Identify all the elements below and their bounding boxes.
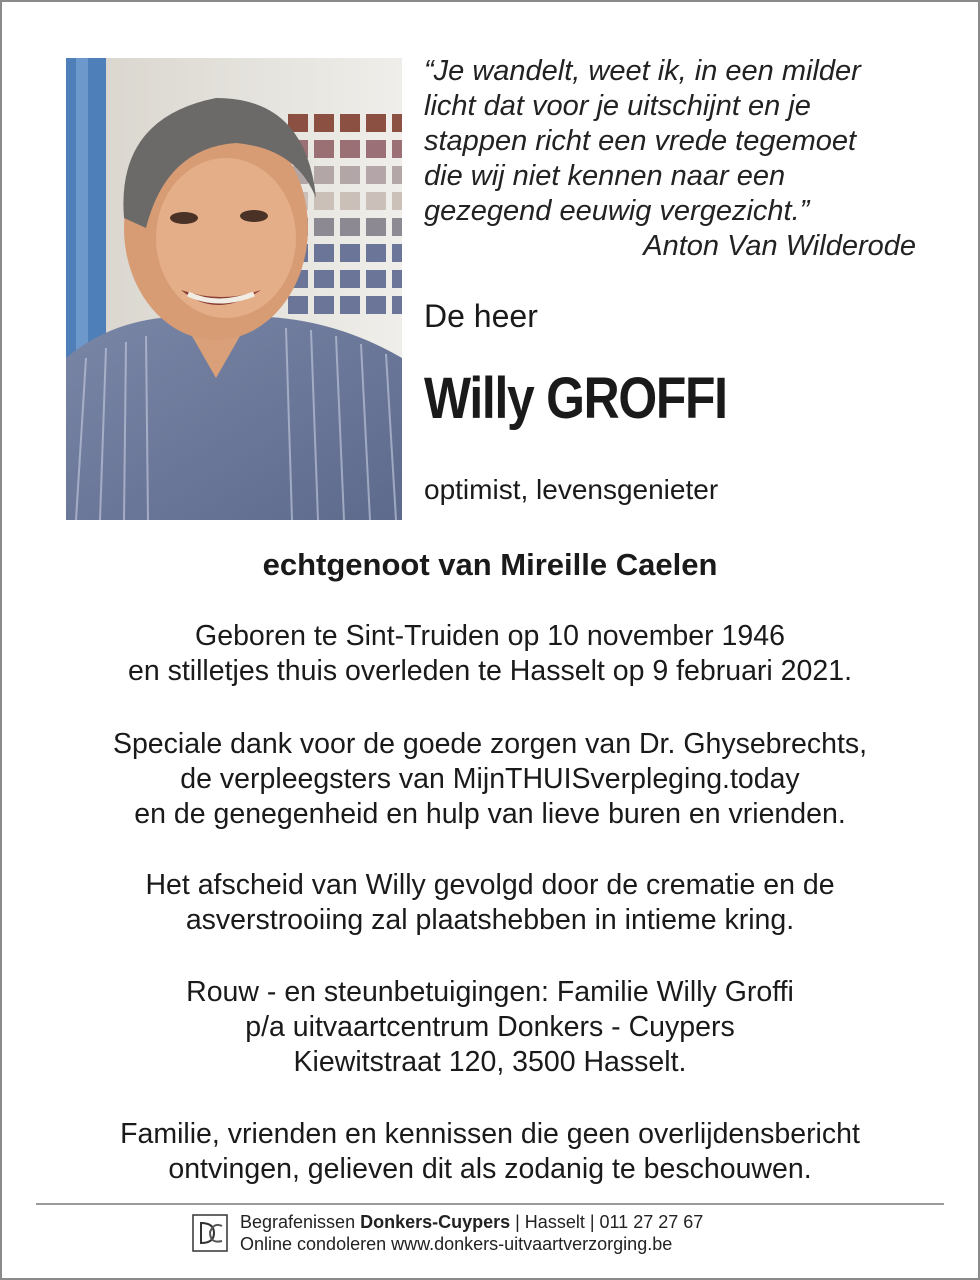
paragraph-line: Familie, vrienden en kennissen die geen overlijdensbericht bbox=[120, 1118, 860, 1150]
paragraph-line: en stilletjes thuis overleden te Hasselt op 9 februari 2021. bbox=[127, 655, 852, 687]
footer-line-2: Online condoleren www.donkers-uitvaartverzorging.be bbox=[240, 1234, 673, 1254]
footer-divider bbox=[36, 1203, 944, 1205]
footer-prefix: Begrafenissen bbox=[240, 1212, 361, 1232]
paragraph-line: ontvingen, gelieven dit als zodanig te beschouwen. bbox=[168, 1153, 812, 1185]
footer-text bbox=[240, 1211, 703, 1255]
paragraph-line: de verpleegsters van MijnTHUISverpleging.today bbox=[180, 763, 800, 795]
footer-contact: | Hasselt | 011 27 27 67 bbox=[510, 1212, 704, 1232]
birth-death-paragraph bbox=[0, 619, 980, 689]
quote-author: Anton Van Wilderode bbox=[643, 230, 916, 262]
portrait-photo bbox=[66, 58, 402, 520]
paragraph-line: Rouw - en steunbetuigingen: Familie Willy Groffi bbox=[186, 976, 794, 1008]
paragraph-line: Speciale dank voor de goede zorgen van Dr. Ghysebrechts, bbox=[112, 728, 868, 760]
memorial-quote bbox=[424, 54, 924, 229]
quote-line: licht dat voor je uitschijnt en je bbox=[424, 90, 811, 122]
quote-line: stappen richt een vrede tegemoet bbox=[424, 125, 857, 157]
footer-line-1 bbox=[240, 1211, 703, 1233]
tagline: optimist, levensgenieter bbox=[424, 474, 719, 505]
footer bbox=[192, 1210, 703, 1256]
paragraph-line: asverstrooiing zal plaatshebben in intieme kring. bbox=[185, 904, 795, 936]
thanks-paragraph bbox=[0, 727, 980, 832]
footer-company: Donkers-Cuypers bbox=[360, 1212, 511, 1232]
quote-line: gezegend eeuwig vergezicht.” bbox=[424, 195, 810, 227]
paragraph-line: Het afscheid van Willy gevolgd door de crematie en de bbox=[145, 869, 835, 901]
quote-line: die wij niet kennen naar een bbox=[424, 160, 786, 192]
spouse-line: echtgenoot van Mireille Caelen bbox=[262, 547, 718, 582]
quote-line: “Je wandelt, weet ik, in een milder bbox=[424, 55, 861, 87]
paragraph-line: p/a uitvaartcentrum Donkers - Cuypers bbox=[245, 1011, 735, 1043]
dc-monogram-logo-icon bbox=[192, 1214, 228, 1252]
notice-paragraph bbox=[0, 1117, 980, 1187]
condolence-address-paragraph bbox=[0, 975, 980, 1080]
paragraph-line: Geboren te Sint-Truiden op 10 november 1946 bbox=[195, 620, 785, 652]
honorific: De heer bbox=[424, 298, 538, 334]
deceased-name: Willy GROFFI bbox=[424, 366, 727, 431]
paragraph-line: en de genegenheid en hulp van lieve buren en vrienden. bbox=[134, 798, 846, 830]
paragraph-line: Kiewitstraat 120, 3500 Hasselt. bbox=[293, 1046, 687, 1078]
farewell-paragraph bbox=[0, 868, 980, 938]
